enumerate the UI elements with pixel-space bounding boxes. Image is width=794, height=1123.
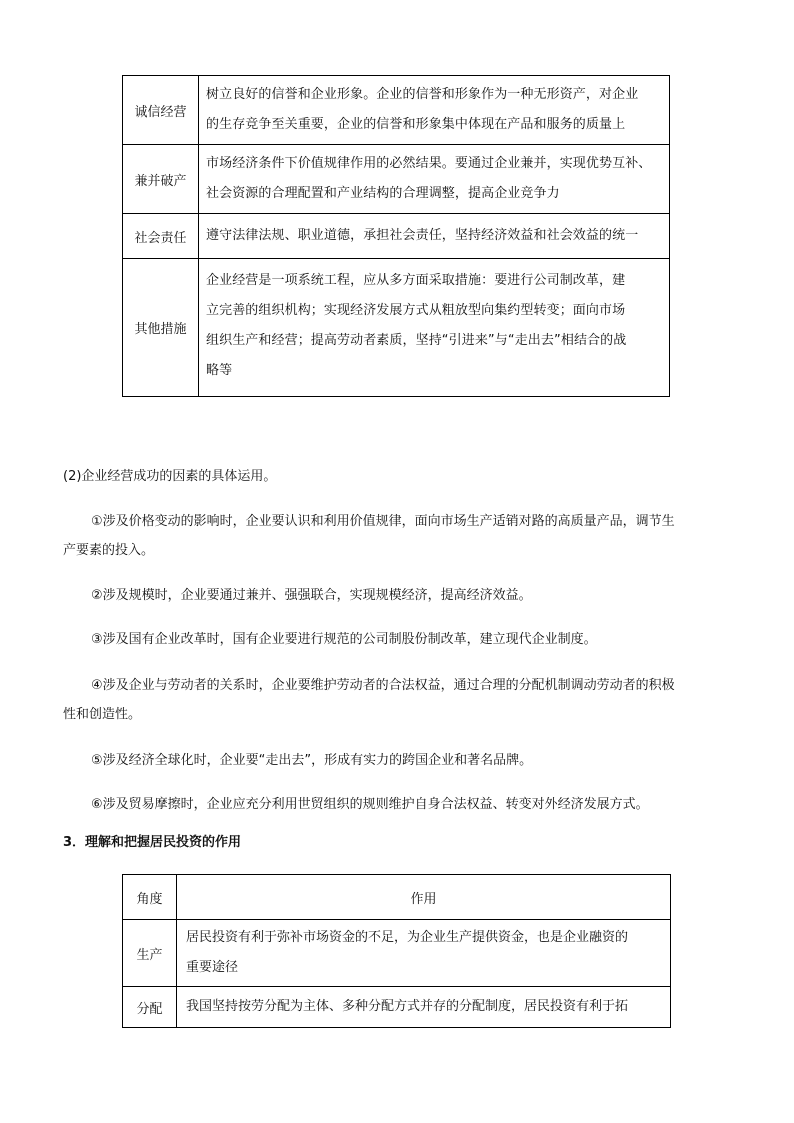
- section-heading: 3．理解和把握居民投资的作用: [63, 835, 242, 850]
- row-value: [199, 259, 670, 397]
- row-text-line: 立完善的组织机构；实现经济发展方式从粗放型向集约型转变；面向市场: [206, 303, 626, 318]
- row-text-line: 组织生产和经营；提高劳动者素质，坚持“引进来”与“走出去”相结合的战: [206, 333, 627, 348]
- row-text-line: 略等: [206, 363, 233, 378]
- row-text-line: 树立良好的信誉和企业形象。企业的信誉和形象作为一种无形资产，对企业: [206, 87, 639, 102]
- row-value: [199, 145, 670, 214]
- row-value: [199, 76, 670, 145]
- column-header-angle: 角度: [123, 875, 177, 920]
- row-text-line: 居民投资有利于弥补市场资金的不足，为企业生产提供资金，也是企业融资的: [186, 930, 629, 945]
- section-title: (2)企业经营成功的因素的具体运用。: [63, 469, 277, 484]
- row-text-line: 我国坚持按劳分配为主体、多种分配方式并存的分配制度，居民投资有利于拓: [186, 999, 629, 1014]
- row-text-line: 社会资源的合理配置和产业结构的合理调整，提高企业竞争力: [206, 186, 560, 201]
- paragraph-line: 产要素的投入。: [63, 543, 155, 558]
- row-key: 生产: [123, 920, 177, 987]
- table-row: [123, 214, 670, 259]
- row-text-line: 的生存竞争至关重要，企业的信誉和形象集中体现在产品和服务的质量上: [206, 117, 626, 132]
- list-item: ⑥涉及贸易摩擦时，企业应充分利用世贸组织的规则维护自身合法权益、转变对外经济发展方式。: [91, 797, 649, 812]
- table-row: [123, 920, 671, 987]
- paragraph-line: ①涉及价格变动的影响时，企业要认识和利用价值规律，面向市场生产适销对路的高质量产品，调节生: [91, 514, 675, 529]
- table-row: [123, 76, 670, 145]
- table-header-row: [123, 875, 671, 920]
- row-text-line: 重要途径: [186, 960, 239, 975]
- list-item: ②涉及规模时，企业要通过兼并、强强联合，实现规模经济，提高经济效益。: [91, 588, 532, 603]
- row-key: 其他措施: [123, 259, 199, 397]
- investment-role-table: [122, 874, 671, 1028]
- row-key: 兼并破产: [123, 145, 199, 214]
- table-row: [123, 259, 670, 397]
- row-value: [177, 920, 671, 987]
- paragraph-line: 性和创造性。: [63, 707, 142, 722]
- table-row: [123, 145, 670, 214]
- list-item: [63, 507, 733, 565]
- list-item: ⑤涉及经济全球化时，企业要“走出去”，形成有实力的跨国企业和著名品牌。: [91, 753, 533, 768]
- row-key: 社会责任: [123, 214, 199, 259]
- paragraph-line: ④涉及企业与劳动者的关系时，企业要维护劳动者的合法权益，通过合理的分配机制调动劳动者的积极: [91, 678, 675, 693]
- list-item: [63, 671, 733, 729]
- row-value: [199, 214, 670, 259]
- list-item: ③涉及国有企业改革时，国有企业要进行规范的公司制股份制改革，建立现代企业制度。: [91, 632, 597, 647]
- row-value: [177, 987, 671, 1028]
- table-row: [123, 987, 671, 1028]
- row-key: 诚信经营: [123, 76, 199, 145]
- row-text-line: 企业经营是一项系统工程，应从多方面采取措施：要进行公司制改革，建: [206, 273, 626, 288]
- row-text-line: 市场经济条件下价值规律作用的必然结果。要通过企业兼并，实现优势互补、: [206, 156, 652, 171]
- row-key: 分配: [123, 987, 177, 1028]
- row-text-line: 遵守法律法规、职业道德，承担社会责任，坚持经济效益和社会效益的统一: [206, 228, 639, 243]
- column-header-role: 作用: [177, 875, 671, 920]
- enterprise-measures-table: [122, 75, 670, 397]
